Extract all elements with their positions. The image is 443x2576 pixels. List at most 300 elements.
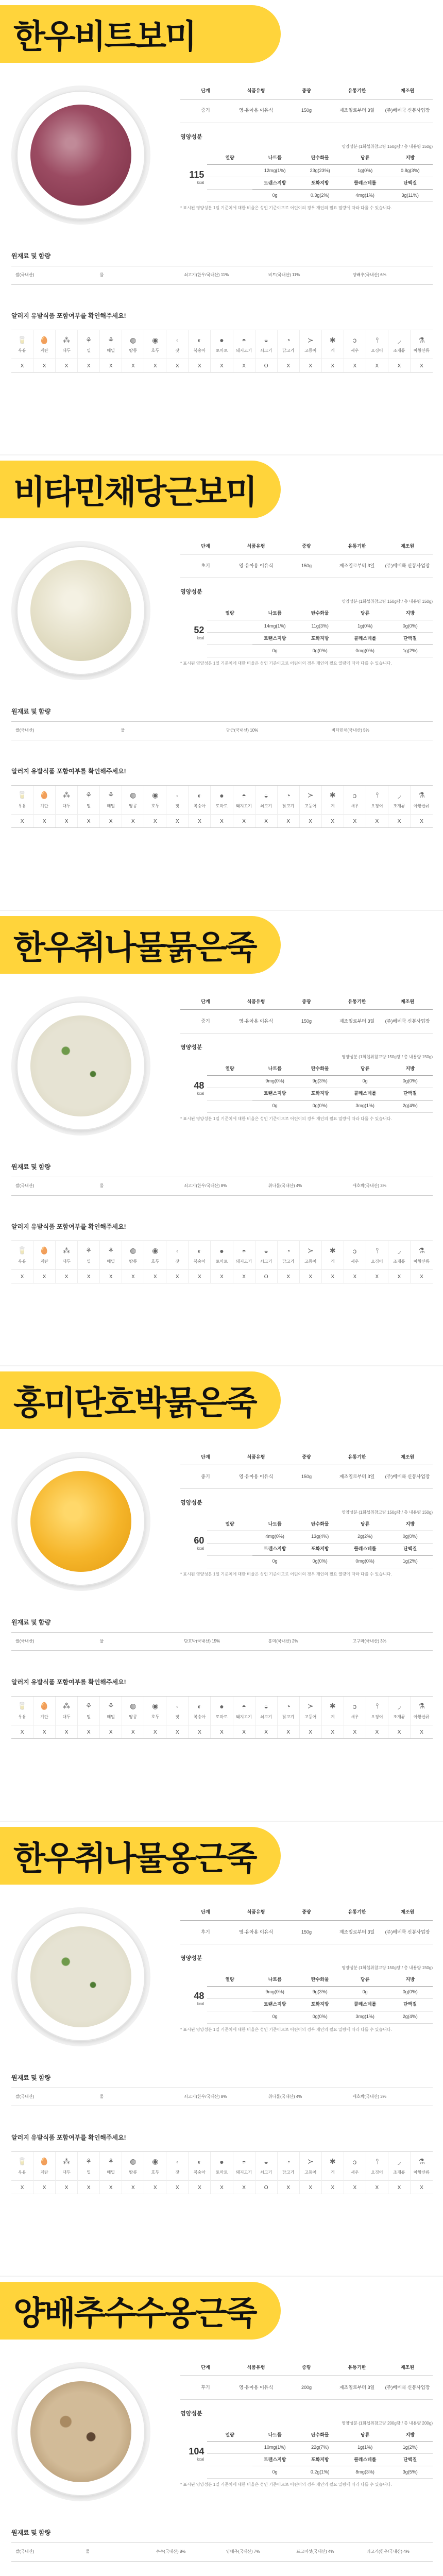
header-carb: 탄수화물 [297,1518,343,1531]
allergen-item [300,330,322,372]
allergen-name: 메밀 [107,1714,115,1719]
header-fat: 지방 [387,607,433,620]
allergen-name: 밀 [87,1259,91,1264]
allergen-item [300,1241,322,1283]
kcal-unit: kcal [197,1091,205,1096]
stage-value: 중기 [180,99,231,123]
allergen-name: 우유 [18,2170,26,2175]
allergen-item [322,2152,344,2194]
allergen-name: 조개류 [393,1714,405,1719]
blank-cell [207,1986,252,1998]
allergen-mark: X [56,2180,77,2191]
header-type: 식품유형 [231,1905,281,1921]
allergen-mark: X [322,1725,344,1735]
nutrition-footnote: * 표시된 영양성분 1일 기준치에 대한 비율은 성인 기준이므로 어린이의 경우 개인의 필요 열량에 따라 다를 수 있습니다. [180,2027,392,2032]
allergen-item [366,1241,388,1283]
header-weight: 중량 [281,83,332,99]
header-protein: 단백질 [387,1998,433,2011]
allergen-mark: X [33,814,55,824]
peach-icon: ◐ [197,2157,202,2166]
beef-icon: ◒ [264,1246,268,1255]
pork-icon: ◓ [242,1702,246,1710]
blank-cell [207,1075,252,1088]
wheat-icon: ⚘ [85,791,92,800]
nutrition-footnote: * 표시된 영양성분 1일 기준치에 대한 비율은 성인 기준이므로 어린이의 경우 개인의 필요 열량에 따라 다를 수 있습니다. [180,1116,392,1121]
allergen-item [278,2152,300,2194]
sugar-value: 1g(0%) [343,165,388,177]
bowl-image [16,546,145,675]
kcal-value: 52 [194,624,205,635]
mackerel-icon: ≻ [307,1246,314,1255]
product-info [180,539,433,666]
squid-icon: ⫯ [375,1702,379,1710]
kcal-value: 60 [194,1535,205,1546]
allergen-item [144,1241,166,1283]
allergen-name: 우유 [18,1259,26,1264]
allergen-item [233,1241,255,1283]
allergen-item [100,1241,122,1283]
product-info [180,994,433,1122]
pork-icon: ◓ [242,791,246,800]
allergen-name: 토마토 [215,348,228,353]
allergen-name: 쇠고기 [260,1714,272,1719]
origin-heading: 원재료 및 함량 [11,1163,51,1171]
cholesterol-value: 0mg(0%) [343,645,388,657]
allergen-mark: X [411,814,433,824]
allergen-name: 닭고기 [282,1714,295,1719]
pork-icon: ◓ [242,2157,246,2166]
sat-fat-value: 0.3g(2%) [297,190,343,202]
allergen-mark: X [144,2180,166,2191]
serving-note: 영양성분 (1회섭취참고량 200g당 / 총 내용량 200g) [342,2420,433,2426]
beef-icon: ◒ [264,791,268,800]
allergen-mark: X [344,359,366,369]
allergen-item [144,330,166,372]
weight-value: 150g [281,99,332,123]
sugar-value: 0g [343,1986,388,1998]
soybean-icon: ⁂ [63,791,71,800]
allergen-mark: X [33,2180,55,2191]
allergen-item [411,2152,433,2194]
kcal-unit: kcal [197,180,205,185]
product-info-table [180,2360,433,2400]
allergen-name: 호두 [151,2170,160,2175]
nutrition-footnote: * 표시된 영양성분 1일 기준치에 대한 비율은 성인 기준이므로 어린이의 경우 개인의 필요 열량에 따라 다를 수 있습니다. [180,660,392,666]
allergen-name: 닭고기 [282,803,295,808]
shrimp-icon: ↄ [353,791,357,800]
maker-value: (주)베베쿡 신봉사업장 [382,2376,433,2399]
trans-fat-value: 0g [252,2466,298,2479]
allergen-mark: X [278,814,299,824]
allergen-name: 복숭아 [193,348,206,353]
allergen-item [166,1241,189,1283]
kcal-box [180,2429,207,2479]
nutrition-heading: 영양성분 [180,1955,202,1961]
trans-fat-value: 0g [252,1555,298,1568]
product-photo [11,1452,150,1591]
allergen-name: 조개류 [393,2170,405,2175]
origin-heading: 원재료 및 함량 [11,1618,51,1626]
allergen-item [11,786,33,827]
allergy-grid [11,785,433,828]
allergen-mark: X [366,359,388,369]
blank-cell [207,165,252,177]
protein-value: 3g(5%) [387,2466,433,2479]
product-info-table [180,994,433,1034]
chicken-icon: ◔ [286,1702,291,1710]
allergen-mark: X [322,2180,344,2191]
blank-cell [207,1543,252,1555]
product-section [0,911,443,1366]
allergen-mark: X [233,1725,255,1735]
allergen-mark: X [233,1269,255,1280]
protein-value: 2g(4%) [387,1100,433,1112]
crab-icon: ✱ [329,1246,336,1255]
allergen-mark: X [100,1269,122,1280]
header-sat-fat: 포화지방 [297,2454,343,2466]
squid-icon: ⫯ [375,335,379,344]
nutrition-block [180,152,433,202]
allergen-name: 돼지고기 [236,348,252,353]
allergen-mark: X [211,359,232,369]
egg-icon: 🥚 [40,791,49,800]
allergen-name: 복숭아 [193,2170,206,2175]
origin-item: 쇠고기(한우/국내산) 11% [184,273,229,277]
header-kcal: 열량 [207,2429,252,2442]
sodium-value: 14mg(1%) [252,620,298,632]
allergen-mark: X [322,359,344,369]
origin-item: 쇠고기(한우/국내산) 4% [366,2549,410,2554]
nutrition-heading: 영양성분 [180,133,202,140]
allergen-item [56,786,78,827]
allergen-item [11,330,33,372]
crab-icon: ✱ [329,1702,336,1710]
blank-cell [207,2466,252,2479]
sat-fat-value: 0g(0%) [297,1555,343,1568]
allergen-item [144,786,166,827]
wheat-icon: ⚘ [85,1246,92,1255]
allergen-item [211,2152,233,2194]
blank-cell [207,620,252,632]
allergen-item [388,2152,411,2194]
allergen-mark: X [166,1725,188,1735]
header-fat: 지방 [387,152,433,165]
shelf-life-value: 제조일로부터 3일 [332,1010,382,1033]
allergen-item [322,330,344,372]
pine-nut-icon: ◦ [176,1246,179,1255]
allergen-name: 게 [330,803,335,808]
header-maker: 제조원 [382,1450,433,1465]
peanut-icon: ◍ [130,335,137,344]
header-trans-fat: 트랜스지방 [252,1543,298,1555]
header-fat: 지방 [387,1518,433,1531]
food-image [30,1015,131,1116]
header-cholesterol: 콜레스테롤 [343,1088,388,1100]
allergen-item [233,786,255,827]
allergen-item [56,330,78,372]
sulfite-icon: ⚗ [418,335,425,344]
bowl-image [16,1912,145,2041]
allergen-mark: X [122,359,144,369]
header-carb: 탄수화물 [297,1063,343,1075]
product-section [0,1822,443,2277]
origin-item: 쌀(국내산) [15,727,35,733]
origin-item: 취나물(국내산) 4% [268,1183,302,1188]
header-shelf-life: 유통기한 [332,539,382,554]
product-info-table [180,83,433,123]
origin-item: 표고버섯(국내산) 4% [296,2549,334,2554]
shrimp-icon: ↄ [353,1702,357,1710]
serving-note: 영양성분 (1회섭취참고량 150g당 / 총 내용량 150g) [342,1965,433,1970]
peach-icon: ◐ [197,791,202,800]
allergen-mark: O [255,1269,277,1280]
weight-value: 200g [281,2376,332,2399]
pork-icon: ◓ [242,336,246,344]
sugar-value: 1g(1%) [343,2442,388,2454]
header-sat-fat: 포화지방 [297,1088,343,1100]
allergen-mark: X [300,359,321,369]
maker-value: (주)베베쿡 신봉사업장 [382,1010,433,1033]
chicken-icon: ◔ [286,791,291,800]
header-sodium: 나트륨 [252,1518,298,1531]
allergen-name: 돼지고기 [236,803,252,808]
header-stage: 단계 [180,2360,231,2376]
allergen-mark: X [56,1725,77,1735]
origin-item: 비타민채(국내산) 5% [331,727,369,733]
fat-value: 0g(0%) [387,1986,433,1998]
allergen-item [344,1697,366,1738]
origin-item: 취나물(국내산) 4% [268,2094,302,2099]
kcal-value: 48 [194,1080,205,1091]
allergen-mark: X [388,1269,410,1280]
header-sodium: 나트륨 [252,2429,298,2442]
soybean-icon: ⁂ [63,1246,71,1255]
allergen-name: 호두 [151,1259,160,1264]
soybean-icon: ⁂ [63,2157,71,2165]
allergen-mark: X [78,359,99,369]
header-weight: 중량 [281,539,332,554]
allergen-mark: X [411,359,433,369]
carb-value: 11g(3%) [297,620,343,632]
allergen-item [233,330,255,372]
pork-icon: ◓ [242,1246,246,1255]
allergen-mark: X [33,1725,55,1735]
product-title: 비타민채당근보미 [0,461,281,518]
blank-cell [207,2454,252,2466]
allergen-name: 우유 [18,348,26,353]
allergen-item [78,1241,100,1283]
header-stage: 단계 [180,83,231,99]
allergen-name: 메밀 [107,348,115,353]
allergen-name: 계란 [40,1714,48,1719]
allergen-item [78,330,100,372]
food-image [30,2381,131,2482]
allergen-name: 대두 [62,1714,71,1719]
blank-cell [207,1088,252,1100]
product-info-table [180,1450,433,1489]
allergen-item [56,2152,78,2194]
product-section [0,0,443,455]
allergen-item [388,1697,411,1738]
allergen-mark: X [144,814,166,824]
nutrition-table [207,1063,433,1113]
allergen-item [122,330,144,372]
pine-nut-icon: ◦ [176,1702,179,1710]
allergen-name: 조개류 [393,1259,405,1264]
allergen-item [11,1241,33,1283]
origin-item: 쌀(국내산) [15,1638,35,1643]
allergen-mark: X [278,2180,299,2191]
allergen-name: 땅콩 [129,1259,138,1264]
allergen-mark: X [189,359,210,369]
allergen-name: 복숭아 [193,1259,206,1264]
allergen-item [411,1241,433,1283]
squid-icon: ⫯ [375,2157,379,2165]
allergen-name: 돼지고기 [236,1259,252,1264]
allergen-item [255,1697,278,1738]
bowl-image [16,2367,145,2496]
origin-list [11,721,433,740]
allergen-name: 쇠고기 [260,1259,272,1264]
crab-icon: ✱ [329,791,336,800]
kcal-unit: kcal [197,2457,205,2462]
allergen-item [100,330,122,372]
fat-value: 0.8g(3%) [387,165,433,177]
chicken-icon: ◔ [286,1246,291,1255]
product-title: 한우비트보미 [0,5,281,63]
product-info [180,2360,433,2487]
shellfish-icon: ◞ [398,1246,401,1255]
product-photo [11,996,150,1136]
allergen-mark: X [366,2180,388,2191]
header-sugar: 당류 [343,1063,388,1075]
squid-icon: ⫯ [375,791,379,800]
serving-note: 영양성분 (1회섭취참고량 150g당 / 총 내용량 150g) [342,599,433,604]
allergen-mark: X [144,1725,166,1735]
nutrition-block [180,2429,433,2479]
allergen-item [344,2152,366,2194]
allergen-mark: X [211,1725,232,1735]
maker-value: (주)베베쿡 신봉사업장 [382,1465,433,1489]
header-stage: 단계 [180,1905,231,1921]
allergen-name: 오징어 [371,803,383,808]
origin-item: 쌀(국내산) [15,1183,35,1188]
allergen-name: 우유 [18,1714,26,1719]
type-value: 영·유아용 이유식 [231,1010,281,1033]
origin-item: 물 [121,727,125,733]
allergen-mark: O [255,359,277,369]
allergen-name: 아황산류 [414,2170,430,2175]
carb-value: 9g(3%) [297,1986,343,1998]
allergy-heading: 알러지 유발식품 포함여부를 확인해주세요! [11,2133,126,2141]
allergen-item [300,2152,322,2194]
sat-fat-value: 0g(0%) [297,2011,343,2023]
allergen-item [233,1697,255,1738]
allergen-item [366,2152,388,2194]
allergen-name: 복숭아 [193,1714,206,1719]
allergen-item [33,2152,56,2194]
allergen-name: 잣 [175,803,180,808]
allergen-name: 아황산류 [414,348,430,353]
allergen-item [189,1697,211,1738]
allergy-heading: 알러지 유발식품 포함여부를 확인해주세요! [11,312,126,319]
allergen-name: 밀 [87,348,91,353]
allergen-name: 고등어 [304,2170,317,2175]
allergen-name: 메밀 [107,1259,115,1264]
header-kcal: 열량 [207,152,252,165]
protein-value: 3g(11%) [387,190,433,202]
sugar-value: 0g [343,1075,388,1088]
allergen-mark: X [344,814,366,824]
allergen-mark: X [255,814,277,824]
allergen-mark: X [33,359,55,369]
nutrition-table [207,152,433,202]
allergen-mark: X [11,2180,33,2191]
product-section [0,2277,443,2576]
allergen-item [300,1697,322,1738]
allergen-item [388,1241,411,1283]
nutrition-heading: 영양성분 [180,1500,202,1506]
product-info [180,83,433,211]
allergen-item [33,1697,56,1738]
allergen-item [100,2152,122,2194]
buckwheat-icon: ⚘ [107,1246,114,1255]
mackerel-icon: ≻ [307,2157,314,2165]
blank-cell [207,645,252,657]
allergen-item [11,1697,33,1738]
origin-item: 쌀(국내산) [15,273,35,277]
header-protein: 단백질 [387,1088,433,1100]
header-carb: 탄수화물 [297,1974,343,1986]
allergen-item [322,1697,344,1738]
allergen-mark: X [233,359,255,369]
allergen-item [100,1697,122,1738]
cholesterol-value: 3mg(1%) [343,1100,388,1112]
allergen-mark: X [11,359,33,369]
header-maker: 제조원 [382,994,433,1010]
allergen-item [411,786,433,827]
allergen-item [211,786,233,827]
weight-value: 150g [281,554,332,578]
maker-value: (주)베베쿡 신봉사업장 [382,99,433,123]
header-trans-fat: 트랜스지방 [252,1998,298,2011]
milk-icon: 🥛 [18,1246,27,1255]
header-protein: 단백질 [387,177,433,190]
buckwheat-icon: ⚘ [107,791,114,800]
allergen-name: 밀 [87,803,91,808]
stage-value: 초기 [180,554,231,578]
allergen-name: 잣 [175,1259,180,1264]
allergen-name: 고등어 [304,803,317,808]
allergen-mark: X [189,1269,210,1280]
allergen-item [300,786,322,827]
allergen-item [78,1697,100,1738]
allergen-item [11,2152,33,2194]
sodium-value: 10mg(1%) [252,2442,298,2454]
peach-icon: ◐ [197,1246,202,1255]
allergen-mark: X [411,1725,433,1735]
maker-value: (주)베베쿡 신봉사업장 [382,554,433,578]
allergen-mark: X [211,1269,232,1280]
allergen-mark: X [100,2180,122,2191]
food-image [30,105,131,206]
header-protein: 단백질 [387,1543,433,1555]
header-type: 식품유형 [231,83,281,99]
peanut-icon: ◍ [130,1246,137,1255]
allergen-mark: X [300,1725,321,1735]
allergen-item [255,1241,278,1283]
allergen-mark: X [100,814,122,824]
